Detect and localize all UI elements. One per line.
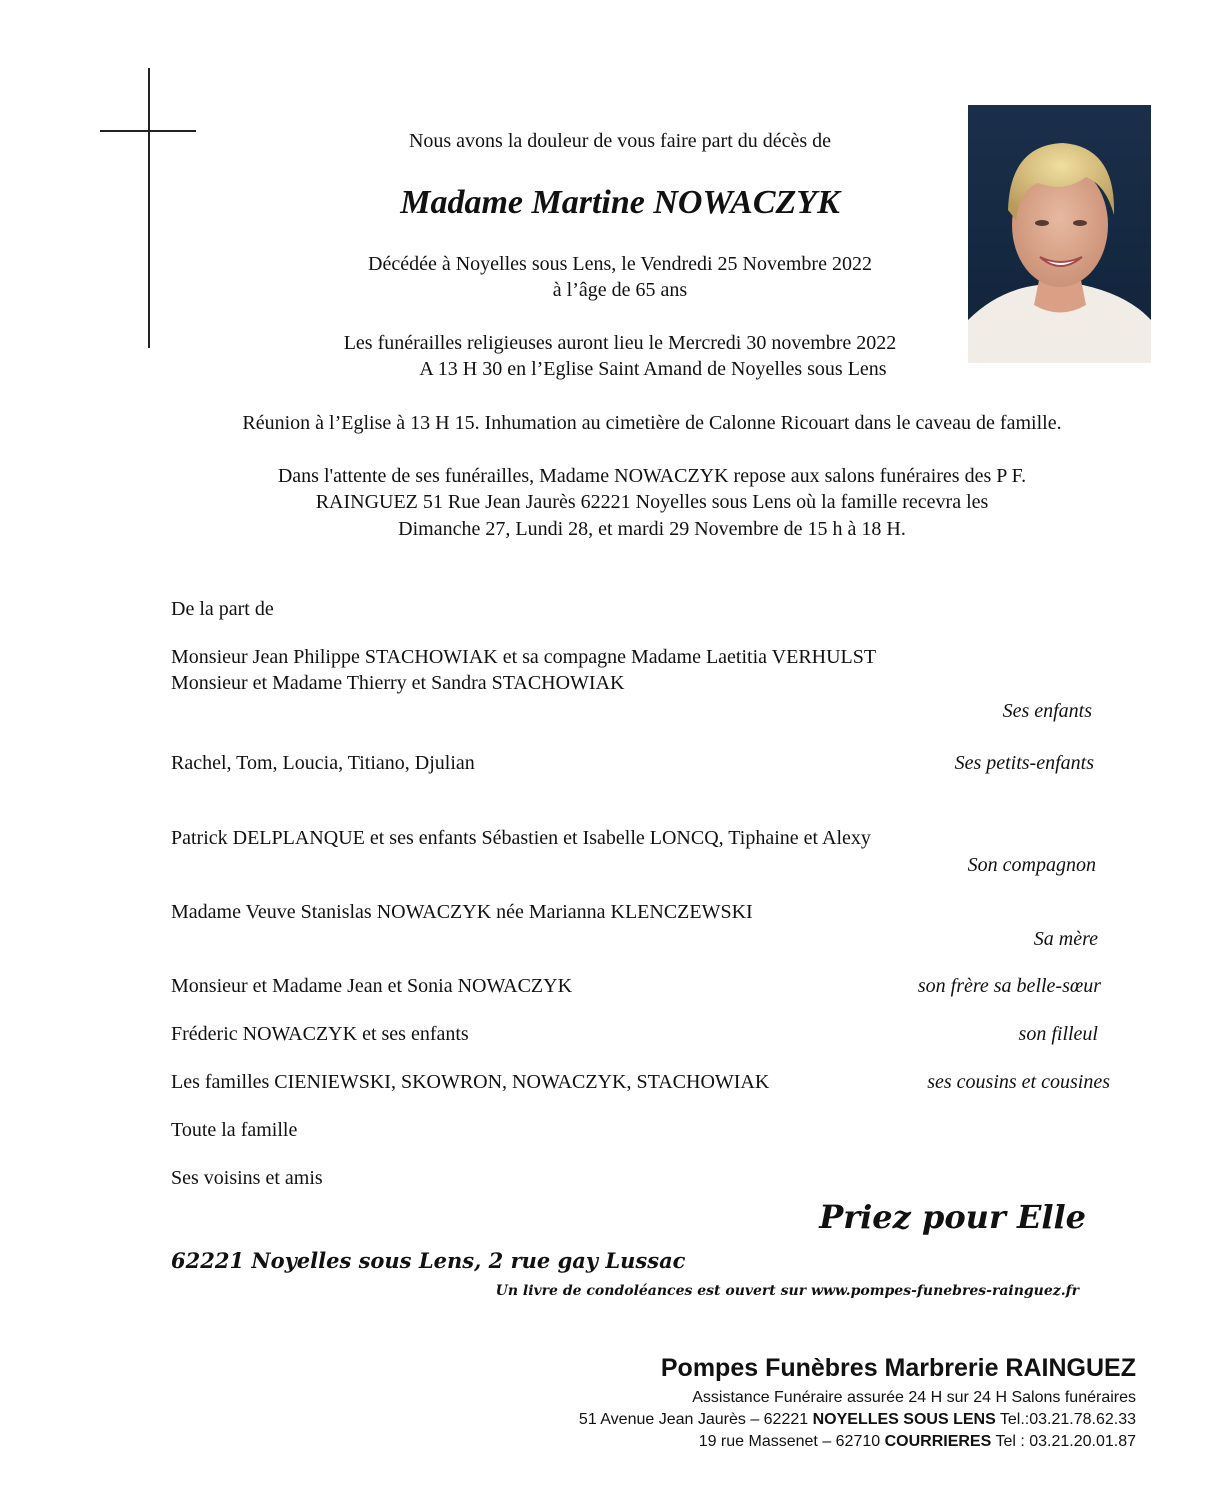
funeral-line-2: A 13 H 30 en l’Eglise Saint Amand de Noyelles sous Lens [419,358,887,380]
grandchildren-names: Rachel, Tom, Loucia, Titiano, Djulian [171,752,475,774]
cousins-role: ses cousins et cousines [927,1071,1110,1093]
address-2-city: COURRIERES [884,1433,992,1450]
company-name: Pompes Funèbres Marbrerie RAINGUEZ [660,1354,1136,1382]
death-line-2: à l’âge de 65 ans [552,279,688,301]
address-1-street: 51 Avenue Jean Jaurès – 62221 [578,1411,813,1428]
mother-role: Sa mère [1033,928,1098,950]
brother-role: son frère sa belle-sœur [917,975,1101,997]
friends-line: Ses voisins et amis [171,1167,323,1189]
grandchildren-role: Ses petits-enfants [954,752,1094,774]
address-1 [579,1409,1136,1431]
partner-role: Son compagnon [967,854,1096,876]
cousins-line: Les familles CIENIEWSKI, SKOWRON, NOWACZYK, STACHOWIAK [171,1071,770,1093]
salon-line-2: RAINGUEZ 51 Rue Jean Jaurès 62221 Noyelles sous Lens où la famille recevra les [315,491,989,513]
intro-text: Nous avons la douleur de vous faire part du décès de [408,130,832,152]
address-line: 62221 Noyelles sous Lens, 2 rue gay Lussac [171,1248,686,1273]
address-2-street: 19 rue Massenet – 62710 [698,1433,885,1450]
children-line-2: Monsieur et Madame Thierry et Sandra STACHOWIAK [171,672,625,694]
godson-line: Fréderic NOWACZYK et ses enfants [171,1023,469,1045]
death-line-1: Décédée à Noyelles sous Lens, le Vendredi 25 Novembre 2022 [368,253,872,275]
mother-line: Madame Veuve Stanislas NOWACZYK née Marianna KLENCZEWSKI [171,901,753,923]
salon-line-1: Dans l'attente de ses funérailles, Madame NOWACZYK repose aux salons funéraires des P F. [277,465,1027,487]
godson-role: son filleul [1018,1023,1098,1045]
deceased-name: Madame Martine NOWACZYK [400,184,840,221]
children-role: Ses enfants [1002,700,1092,722]
address-2-phone: Tel : 03.21.20.01.87 [991,1433,1136,1450]
family-line: Toute la famille [171,1119,298,1141]
prayer-text: Priez pour Elle [819,1198,1086,1236]
family-intro: De la part de [171,598,274,620]
salon-line-3: Dimanche 27, Lundi 28, et mardi 29 Novembre de 15 h à 18 H. [398,518,906,540]
condolences-line: Un livre de condoléances est ouvert sur www.pompes-funebres-rainguez.fr [495,1283,1079,1299]
address-1-city: NOYELLES SOUS LENS [812,1411,996,1428]
partner-line: Patrick DELPLANQUE et ses enfants Sébastien et Isabelle LONCQ, Tiphaine et Alexy [171,827,871,849]
reunion-text: Réunion à l’Eglise à 13 H 15. Inhumation au cimetière de Calonne Ricouart dans le caveau de famille. [242,412,1062,434]
address-2 [699,1431,1136,1453]
assistance-line: Assistance Funéraire assurée 24 H sur 24 H Salons funéraires [692,1389,1136,1406]
children-line-1: Monsieur Jean Philippe STACHOWIAK et sa compagne Madame Laetitia VERHULST [171,646,877,668]
brother-line: Monsieur et Madame Jean et Sonia NOWACZYK [171,975,573,997]
address-1-phone: Tel.:03.21.78.62.33 [995,1411,1136,1428]
funeral-line-1: Les funérailles religieuses auront lieu le Mercredi 30 novembre 2022 [343,332,897,354]
